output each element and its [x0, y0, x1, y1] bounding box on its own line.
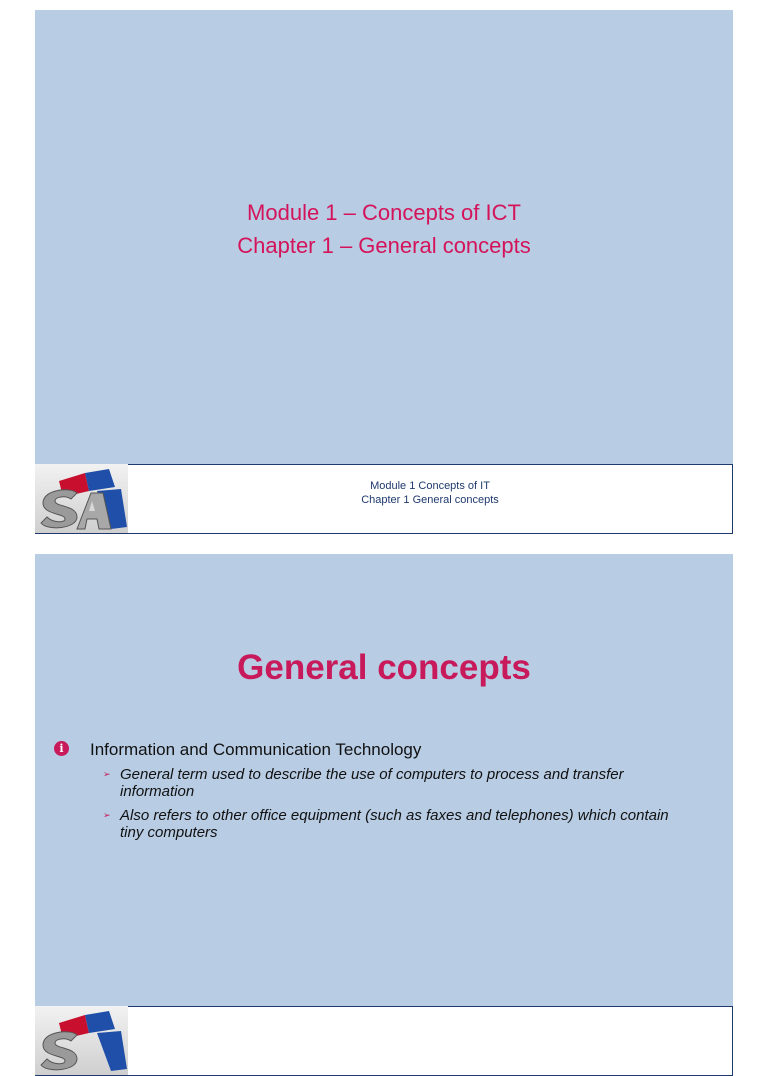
- sai-logo: [35, 1006, 128, 1075]
- sub-bullet-text: General term used to describe the use of computers to process and transfer information: [120, 766, 624, 800]
- info-icon: i: [54, 741, 69, 756]
- bullet-text: Information and Communication Technology: [90, 740, 422, 759]
- footer-rule: [128, 464, 732, 465]
- arrow-marker-icon: ➢: [103, 810, 111, 820]
- slide-2-heading: General concepts: [237, 648, 531, 687]
- slide-1-footer: [35, 464, 733, 534]
- sai-logo: [35, 464, 128, 533]
- footer-module: Module 1 Concepts of IT: [370, 480, 490, 492]
- sub-bullet-1: [103, 766, 693, 800]
- slide-1: [35, 10, 733, 464]
- sub-bullet-2: [103, 807, 693, 841]
- slide-2: [35, 554, 733, 1006]
- sub-bullet-text: Also refers to other office equipment (such as faxes and telephones) which contain tiny computers: [120, 807, 669, 841]
- footer-caption: [128, 479, 732, 507]
- slide-1-title-line-2: Chapter 1 – General concepts: [237, 233, 531, 258]
- slide-2-footer: [35, 1006, 733, 1076]
- footer-rule: [128, 1006, 732, 1007]
- arrow-marker-icon: ➢: [103, 769, 111, 779]
- footer-chapter: Chapter 1 General concepts: [361, 494, 499, 506]
- slide-1-title-line-1: Module 1 – Concepts of ICT: [247, 200, 521, 225]
